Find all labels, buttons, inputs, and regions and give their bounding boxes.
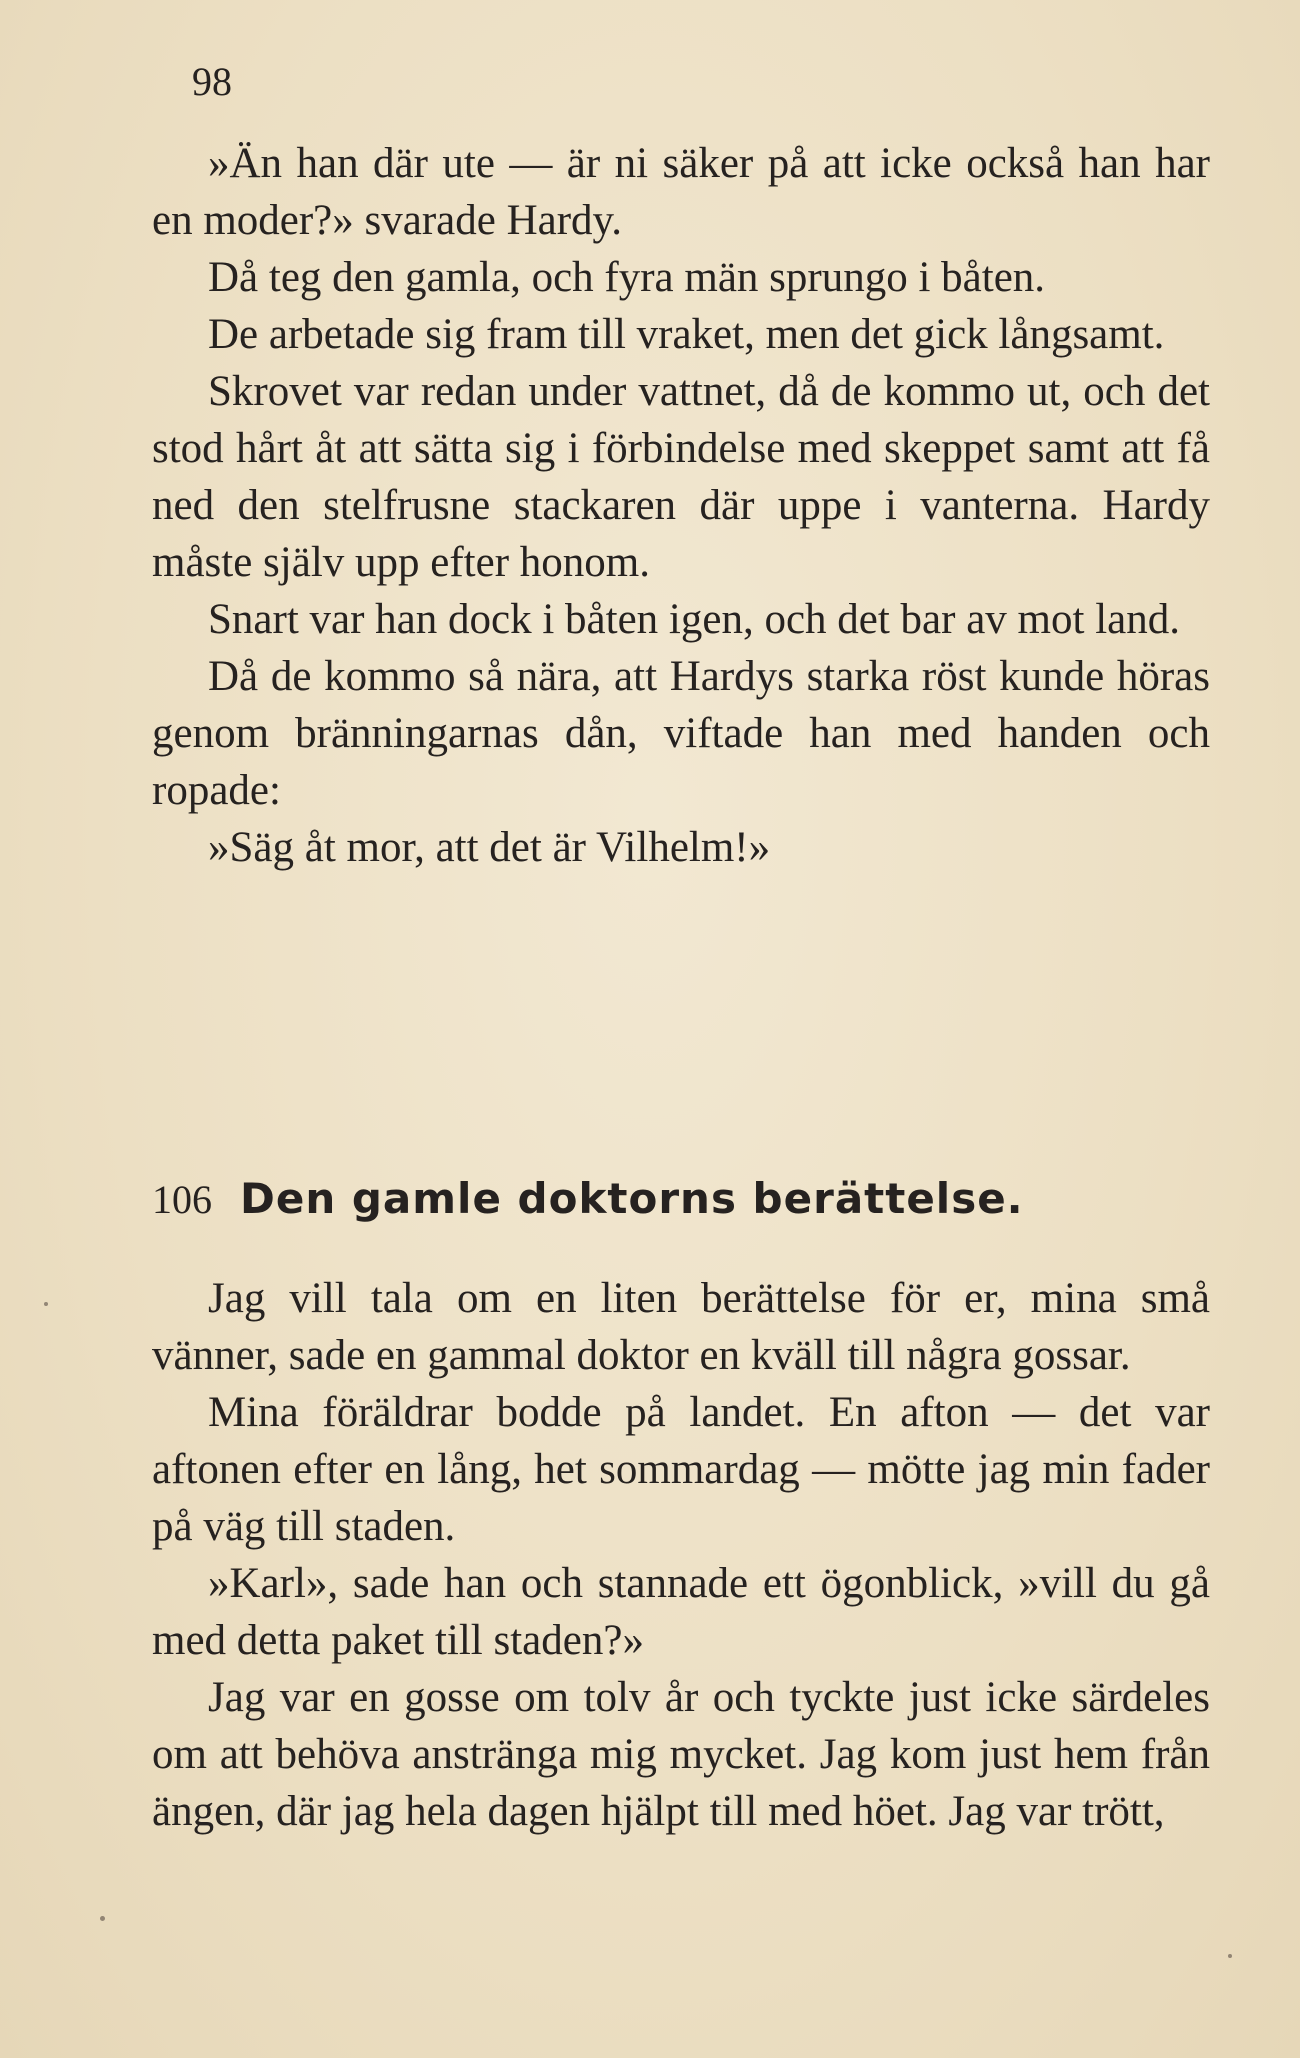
paragraph: Mina föräldrar bodde på landet. En afton — det var aftonen efter en lång, het sommardag — mötte jag min fader på väg till staden. xyxy=(152,1389,1210,1550)
paragraph: »Karl», sade han och stannade ett ögonblick, »vill du gå med detta paket till staden?» xyxy=(152,1560,1210,1664)
paragraph: Skrovet var redan under vattnet, då de kommo ut, och det stod hårt åt att sätta sig i förbindelse med skeppet samt att få ned den stelfrusne stackaren där uppe i vanterna. Hardy måste själv upp efter honom. xyxy=(152,368,1210,586)
page-number: 98 xyxy=(192,59,232,104)
story-one-text xyxy=(152,135,1210,876)
story-number: 106 xyxy=(152,1177,212,1222)
story-two-text xyxy=(152,1270,1210,1840)
paper-speck xyxy=(1228,1954,1232,1958)
paragraph: »Än han där ute — är ni säker på att icke också han har en moder?» svarade Hardy. xyxy=(152,140,1210,244)
paragraph: »Säg åt mor, att det är Vilhelm!» xyxy=(208,824,771,871)
paper-speck xyxy=(100,1916,105,1921)
paragraph: Jag var en gosse om tolv år och tyckte just icke särdeles om att behöva anstränga mig mycket. Jag kom just hem från ängen, där jag hela dagen hjälpt till med höet. Jag var trött, xyxy=(152,1674,1210,1835)
paragraph: De arbetade sig fram till vraket, men det gick långsamt. xyxy=(208,311,1165,358)
paragraph: Då teg den gamla, och fyra män sprungo i båten. xyxy=(208,254,1046,301)
paragraph: Då de kommo så nära, att Hardys starka röst kunde höras genom bränningarnas dån, viftade han med handen och ropade: xyxy=(152,653,1210,814)
paper-speck xyxy=(44,1302,48,1306)
story-title: Den gamle doktorns berättelse. xyxy=(240,1174,1024,1223)
story-heading xyxy=(152,1174,1210,1223)
paragraph: Snart var han dock i båten igen, och det bar av mot land. xyxy=(208,596,1180,643)
paragraph: Jag vill tala om en liten berättelse för er, mina små vänner, sade en gammal doktor en kväll till några gossar. xyxy=(152,1275,1210,1379)
